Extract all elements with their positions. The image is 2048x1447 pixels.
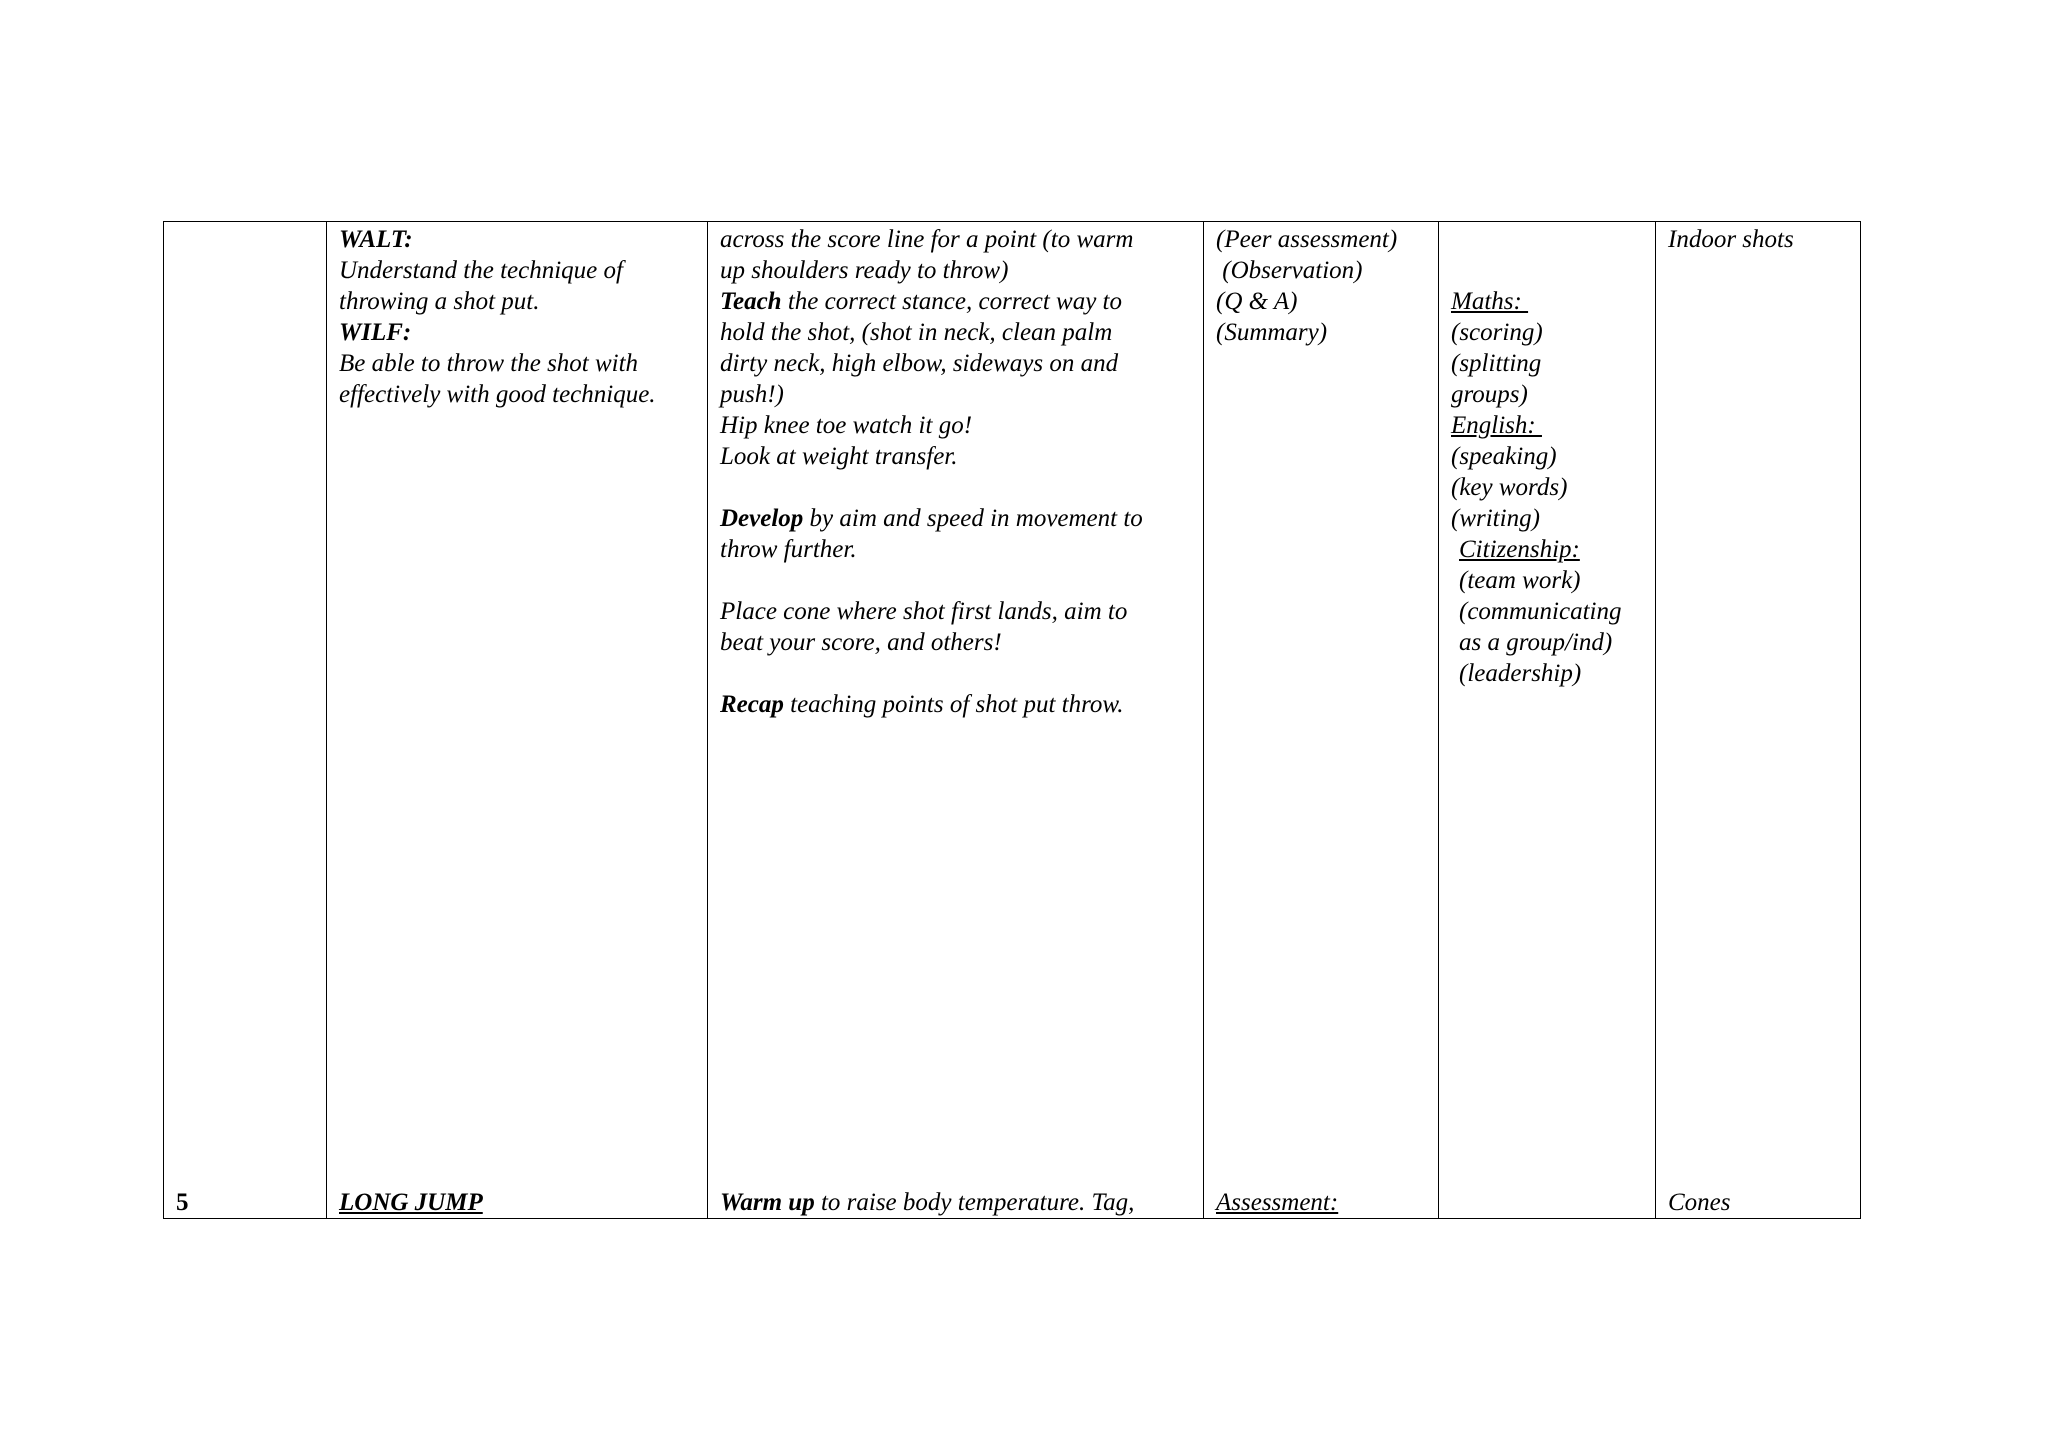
assessment-label: Assessment: — [1216, 1189, 1339, 1216]
activities-cell — [708, 222, 1204, 1182]
objectives-cell — [327, 1182, 708, 1219]
paragraph-gap — [720, 658, 1191, 689]
assessment-cell — [1204, 1182, 1439, 1219]
lesson-number-cell — [164, 222, 327, 1182]
activity-text: beat your score, and others! — [720, 629, 1002, 656]
resource-item: Cones — [1668, 1189, 1731, 1216]
activity-text: throw further. — [720, 536, 857, 563]
activity-text: hold the shot, (shot in neck, clean palm — [720, 319, 1113, 346]
activity-text: dirty neck, high elbow, sideways on and — [720, 350, 1119, 377]
english-item: (speaking) — [1451, 443, 1557, 470]
activity-text: Look at weight transfer. — [720, 443, 958, 470]
english-item: (writing) — [1451, 505, 1540, 532]
teach-keyword: Teach — [720, 288, 782, 315]
recap-keyword: Recap — [720, 691, 784, 718]
teach-line — [720, 286, 1191, 317]
recap-text: teaching points of shot put throw. — [783, 691, 1124, 718]
paragraph-gap — [1451, 224, 1643, 255]
develop-line — [720, 503, 1191, 534]
walt-text: throwing a shot put. — [339, 288, 540, 315]
english-item: (key words) — [1451, 474, 1568, 501]
resources-cell — [1656, 1182, 1861, 1219]
teach-text: the correct stance, correct way to — [781, 288, 1122, 315]
cross-curricular-cell — [1439, 222, 1656, 1182]
citizenship-item: as a group/ind) — [1459, 629, 1613, 656]
lesson-title: LONG JUMP — [339, 1189, 483, 1216]
english-label: English: — [1451, 412, 1542, 439]
activity-text: push!) — [720, 381, 784, 408]
resources-cell — [1656, 222, 1861, 1182]
paragraph-gap — [720, 472, 1191, 503]
citizenship-item: (communicating — [1459, 598, 1622, 625]
develop-keyword: Develop — [720, 505, 804, 532]
develop-text: by aim and speed in movement to — [803, 505, 1143, 532]
citizenship-item: (team work) — [1459, 567, 1581, 594]
activity-text: across the score line for a point (to warm — [720, 226, 1134, 253]
lesson-number-cell — [164, 1182, 327, 1219]
lesson-plan-table — [163, 221, 1861, 1219]
maths-item: (splitting — [1451, 350, 1542, 377]
citizenship-label: Citizenship: — [1459, 536, 1580, 563]
table-row — [164, 222, 1861, 1182]
paragraph-gap — [720, 565, 1191, 596]
warmup-keyword: Warm up — [720, 1189, 815, 1216]
wilf-text: effectively with good technique. — [339, 381, 656, 408]
resource-item: Indoor shots — [1668, 226, 1794, 253]
assessment-text: (Peer assessment) — [1216, 226, 1398, 253]
warmup-line — [720, 1187, 1191, 1218]
citizenship-item: (leadership) — [1459, 660, 1582, 687]
table-row — [164, 1182, 1861, 1219]
recap-line — [720, 689, 1191, 720]
walt-text: Understand the technique of — [339, 257, 623, 284]
maths-item: (scoring) — [1451, 319, 1543, 346]
maths-label: Maths: — [1451, 288, 1529, 315]
activity-text: Place cone where shot first lands, aim to — [720, 598, 1128, 625]
assessment-text: (Q & A) — [1216, 288, 1298, 315]
paragraph-gap — [1451, 255, 1643, 286]
activity-text: Hip knee toe watch it go! — [720, 412, 973, 439]
objectives-cell — [327, 222, 708, 1182]
maths-item: groups) — [1451, 381, 1528, 408]
activities-cell — [708, 1182, 1204, 1219]
activity-text: up shoulders ready to throw) — [720, 257, 1009, 284]
assessment-text: (Summary) — [1216, 319, 1328, 346]
assessment-cell — [1204, 222, 1439, 1182]
lesson-number: 5 — [176, 1189, 189, 1216]
warmup-text: to raise body temperature. Tag, — [814, 1189, 1135, 1216]
walt-label: WALT: — [339, 226, 413, 253]
wilf-label: WILF: — [339, 319, 412, 346]
cross-curricular-cell — [1439, 1182, 1656, 1219]
assessment-text: (Observation) — [1216, 257, 1363, 284]
wilf-text: Be able to throw the shot with — [339, 350, 639, 377]
